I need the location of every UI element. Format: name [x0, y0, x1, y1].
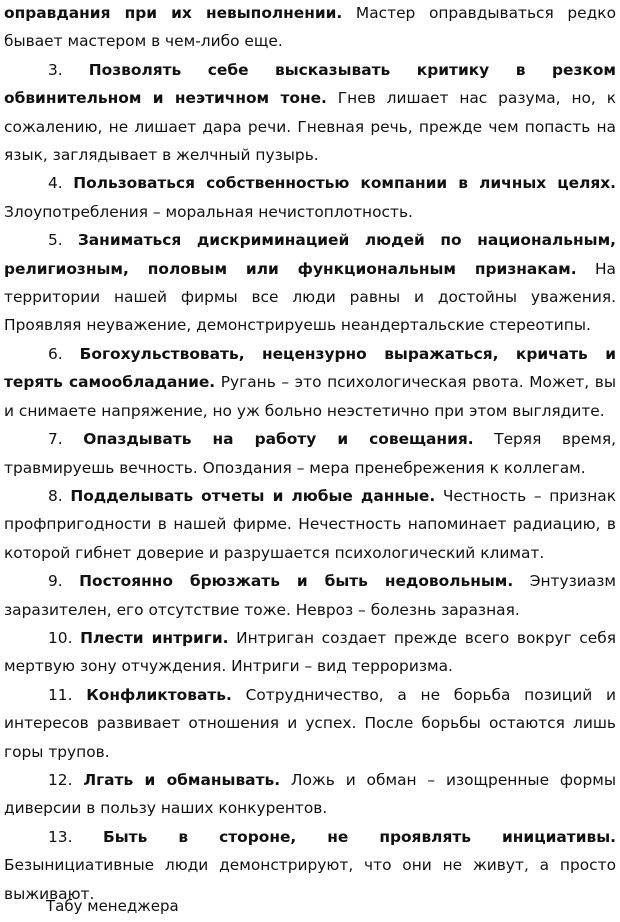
rule-6 [4, 340, 616, 425]
rule-11 [4, 681, 616, 766]
rule-12 [4, 766, 616, 823]
rule-text: На территории нашей фирмы все люди равны и достойны уважения. Проявляя неуважение, демонстрируешь неандертальские стереотипы. [4, 259, 616, 335]
rule-title: Плести интриги. [80, 628, 229, 647]
rule-number: 3. [48, 60, 89, 79]
rule-text: Безынициативные люди демонстрируют, что они не живут, а просто выживают. [4, 856, 616, 903]
rule-text: Мастер оправдываться редко бывает мастером в чем-либо еще. [4, 4, 616, 51]
rule-text: Энтузиазм заразителен, его отсутствие тоже. Невроз – болезнь заразная. [4, 572, 617, 619]
rule-title: Пользоваться собственностью компании в личных целях. [73, 174, 616, 193]
rule-title: Опаздывать на работу и совещания. [83, 430, 474, 449]
rule-text: Интриган создает прежде всего вокруг себя мертвую зону отчуждения. Интриги – вид терроризма. [4, 628, 616, 676]
rule-number: 8. [48, 486, 71, 505]
rule-text: Сотрудничество, а не борьба позиций и интересов развивает отношения и успех. После борьбы остаются лишь горы трупов. [4, 685, 616, 761]
rule-number: 13. [48, 827, 104, 846]
page-footer: Табу менеджера [46, 897, 179, 915]
rule-number: 7. [48, 430, 84, 449]
rule-8 [4, 482, 616, 567]
rule-9 [4, 567, 616, 624]
rule-number: 10. [48, 628, 81, 647]
rule-title: Подделывать отчеты и любые данные. [70, 486, 436, 505]
rule-text: Ложь и обман – изощренные формы диверсии в пользу наших конкурентов. [4, 770, 616, 818]
rule-title: Позволять себе высказывать критику в резком обвинительном и неэтичном тоне. [4, 60, 616, 108]
rule-text: Гнев лишает нас разума, но, к сожалению, не лишает дара речи. Гневная речь, прежде чем попасть на язык, заглядывает в желчный пузырь. [4, 89, 617, 165]
rule-title: Лгать и обманывать. [83, 770, 281, 789]
rule-3 [4, 56, 616, 170]
rule-7 [4, 425, 616, 482]
rule-4 [4, 169, 616, 226]
rule-title: Конфликтовать. [86, 685, 232, 704]
rule-text: Честность – признак профпригодности в нашей фирме. Нечестность напоминает радиацию, в которой гибнет доверие и разрушается психологический климат. [4, 486, 617, 562]
rule-text: Злоупотребления – моральная нечистоплотность. [4, 202, 413, 221]
rule-text: Ругань – это психологическая рвота. Может, вы и снимаете напряжение, но уж больно неэстетично при этом выглядите. [4, 373, 616, 420]
rule-5 [4, 226, 616, 340]
rule-number: 11. [48, 685, 87, 704]
rule-10 [4, 624, 616, 681]
rule-text: Теряя время, травмируешь вечность. Опоздания – мера пренебрежения к коллегам. [4, 430, 616, 477]
rule-title: Богохульствовать, нецензурно выражаться, кричать и терять самообладание. [4, 344, 616, 392]
rule-number: 12. [48, 770, 84, 789]
rule-title: Быть в стороне, не проявлять инициативы. [103, 827, 616, 846]
rule-number: 6. [48, 344, 80, 363]
rule-number: 9. [48, 572, 80, 591]
rule-title: Заниматься дискриминацией людей по национальным, религиозным, половым или функциональным признакам. [4, 231, 617, 278]
rule-number: 5. [48, 231, 78, 250]
rule-title: оправдания при их невыполнении. [4, 4, 343, 22]
rule-number: 4. [48, 174, 74, 193]
rule-title: Постоянно брюзжать и быть недовольным. [79, 572, 514, 591]
paragraph-continued [4, 0, 616, 56]
